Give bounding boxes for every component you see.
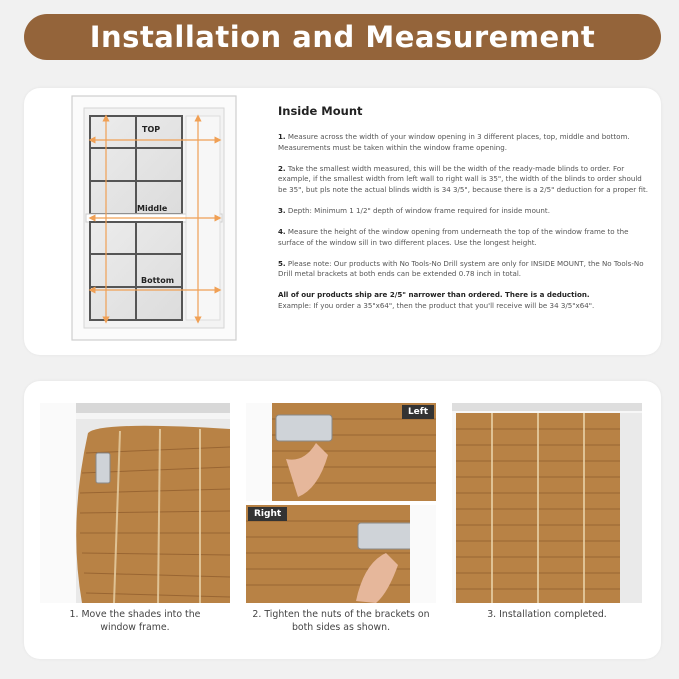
window-diagram (70, 94, 240, 344)
step-3-photo (452, 403, 642, 603)
bottom-label: Bottom (141, 276, 175, 285)
step-1-text: 1. Measure across the width of your window opening in 3 different places, top, middle and bottom. Measurements must be taken within the window frame opening. (278, 132, 630, 152)
deduction-note: All of our products ship are 2/5" narrower than ordered. There is a deduction. Example: If you order a 35"x64", then the product that you'll receive will be 34 3/5"x64". (278, 290, 595, 311)
step-3-caption: 3. Installation completed. (487, 609, 607, 620)
step-2-photo (246, 403, 436, 603)
step-2-caption: 2. Tighten the nuts of the brackets on both sides as shown. (252, 609, 430, 633)
title-banner (24, 14, 661, 60)
middle-label: Middle (137, 204, 168, 213)
step-2-text: 2. Take the smallest width measured, this will be the width of the ready-made blinds to order. For example, if the smallest width from left wall to right wall is 35", the width of the blinds to order should be 35", but pls note the actual blinds width is 34 3/5", because there is a 2/5" deduction for a proper fit. (278, 163, 648, 194)
inside-mount-instructions (278, 104, 648, 312)
top-label: TOP (142, 125, 161, 134)
step-5-text: 5. Please note: Our products with No Tools-No Drill system are only for INSIDE MOUNT, the No Tools-No Drill metal brackets at both ends can be extended 0.78 inch in total. (278, 258, 644, 279)
right-tag: Right (248, 507, 287, 521)
step-1-caption: 1. Move the shades into the window frame. (69, 609, 201, 633)
step-4-text: 4. Measure the height of the window opening from underneath the top of the window frame to the surface of the window sill in two different places. Use the longest height. (278, 227, 629, 247)
step-1-photo (40, 403, 230, 603)
banner-title: Installation and Measurement (89, 20, 596, 54)
left-tag: Left (402, 405, 434, 419)
inside-mount-title: Inside Mount (278, 104, 363, 118)
installation-steps-card (24, 381, 661, 659)
step-3-text: 3. Depth: Minimum 1 1/2" depth of window frame required for inside mount. (278, 205, 550, 215)
inside-mount-card (24, 88, 661, 355)
